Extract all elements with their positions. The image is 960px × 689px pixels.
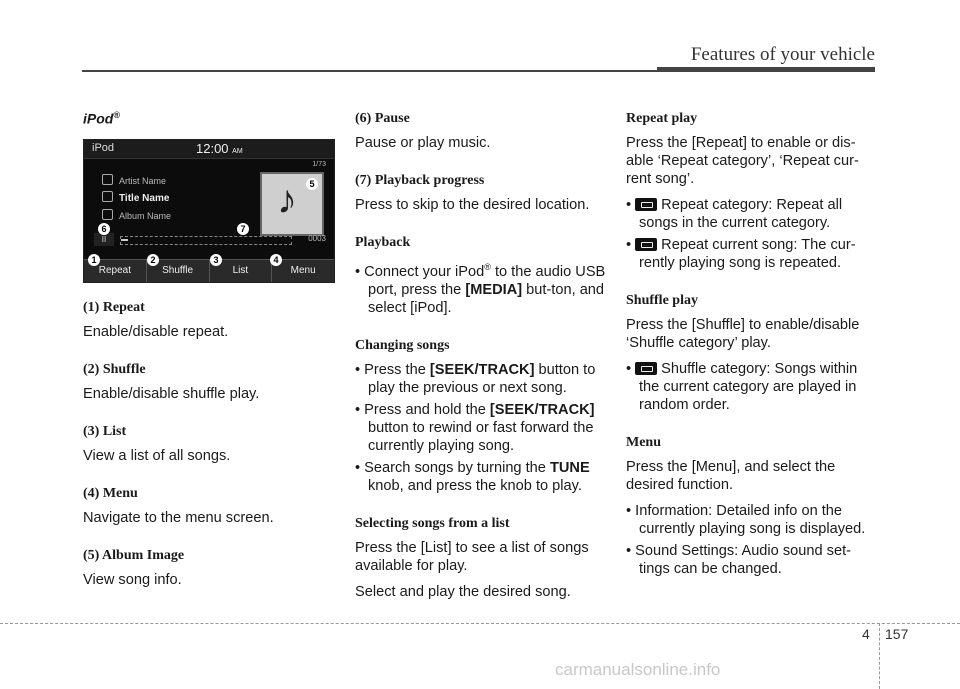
page-header-title: Features of your vehicle: [690, 44, 875, 65]
item-title: (5) Album Image: [83, 547, 185, 563]
status-bar: [84, 140, 334, 159]
item-text: View a list of all songs.: [83, 447, 231, 464]
shuffle-bullet: • Shuffle category: Songs within the current category are played in random order.: [626, 361, 858, 413]
repeat-play-title: Repeat play: [626, 111, 698, 126]
shuffle-button[interactable]: Shuffle: [147, 260, 210, 282]
page-number: 157: [885, 626, 909, 642]
callout-2: 2: [147, 254, 159, 266]
column-2: [355, 110, 607, 621]
changing-bullet: • Press the [SEEK/TRACK] button to play the previous or next song.: [355, 361, 596, 396]
item-title: (2) Shuffle: [83, 361, 146, 377]
playback-progress[interactable]: [92, 233, 328, 246]
repeat-play-text: Press the [Repeat] to enable or dis-able ‘Repeat category’, ‘Repeat cur-rent song’.: [626, 135, 859, 187]
progress-bar[interactable]: [120, 236, 292, 245]
menu-button[interactable]: Menu: [290, 264, 316, 276]
menu-text: Press the [Menu], and select the desired function.: [626, 459, 836, 493]
list-button[interactable]: List: [210, 260, 273, 282]
changing-bullet: • Press and hold the [SEEK/TRACK] button to rewind or fast forward the currently playing song.: [355, 401, 595, 454]
pause-title: (6) Pause: [355, 111, 410, 126]
shuffle-play-text: Press the [Shuffle] to enable/disable ‘Shuffle category’ play.: [626, 317, 860, 351]
callout-5: 5: [306, 178, 318, 190]
menu-bullet: • Information: Detailed info on the currently playing song is displayed.: [626, 503, 866, 537]
artist-icon: [102, 174, 113, 185]
source-label: iPod: [92, 141, 115, 154]
callout-1: 1: [88, 254, 100, 266]
progress-text: Press to skip to the desired location.: [355, 197, 590, 213]
footer-rule: [0, 623, 960, 624]
selecting-title: Selecting songs from a list: [355, 515, 510, 531]
header-rule-accent: [657, 67, 875, 72]
item-text: Enable/disable repeat.: [83, 323, 229, 340]
menu-bullet: • Sound Settings: Audio sound set-tings can be changed.: [626, 543, 851, 577]
playback-title: Playback: [355, 235, 411, 250]
album-name: Album Name: [102, 209, 171, 221]
item-text: Enable/disable shuffle play.: [83, 385, 260, 402]
repeat-category-icon: [635, 198, 657, 211]
item-text: Navigate to the menu screen.: [83, 509, 274, 526]
shuffle-category-icon: [635, 362, 657, 375]
item-title: (1) Repeat: [83, 299, 145, 315]
repeat-bullet: • Repeat category: Repeat all songs in the current category.: [626, 197, 843, 231]
playback-bullet: • Connect your iPod® to the audio USB port, press the [MEDIA] but-ton, and select [iPod].: [355, 262, 606, 316]
callout-7: 7: [237, 223, 249, 235]
callout-4: 4: [270, 254, 282, 266]
menu-title: Menu: [626, 435, 661, 450]
album-icon: [102, 209, 113, 220]
repeat-button[interactable]: Repeat: [84, 260, 147, 282]
play-time: 0003: [308, 233, 326, 243]
pause-text: Pause or play music.: [355, 135, 491, 151]
changing-bullet: • Search songs by turning the TUNE knob, and press the knob to play.: [355, 459, 590, 494]
column-3: [626, 110, 878, 582]
item-title: (3) List: [83, 423, 127, 439]
music-note-icon: ♪: [277, 177, 297, 222]
changing-title: Changing songs: [355, 337, 450, 353]
track-count: 1/73: [312, 160, 326, 168]
column-1: [83, 110, 335, 609]
chapter-number: 4: [862, 626, 870, 642]
button-bar: [84, 259, 334, 282]
ipod-heading: iPod®: [83, 110, 120, 127]
item-text: View song info.: [83, 571, 182, 588]
clock: 12:00 AM: [196, 140, 243, 156]
progress-fill: [121, 239, 128, 241]
progress-title: (7) Playback progress: [355, 173, 485, 188]
pause-button[interactable]: II: [94, 233, 114, 246]
title-name: Title Name: [102, 191, 169, 204]
selecting-text: Press the [List] to see a list of songs available for play.: [355, 539, 589, 574]
artist-name: Artist Name: [102, 174, 166, 186]
shuffle-play-title: Shuffle play: [626, 293, 698, 308]
ipod-screen-figure: [83, 139, 335, 283]
footer-divider: [879, 623, 880, 689]
title-icon: [102, 191, 113, 202]
callout-3: 3: [210, 254, 222, 266]
callout-6: 6: [98, 223, 110, 235]
item-title: (4) Menu: [83, 485, 138, 501]
repeat-song-icon: [635, 238, 657, 251]
selecting-text-2: Select and play the desired song.: [355, 583, 571, 600]
repeat-bullet: • Repeat current song: The cur-rently playing song is repeated.: [626, 237, 856, 271]
watermark: carmanualsonline.info: [555, 660, 721, 679]
